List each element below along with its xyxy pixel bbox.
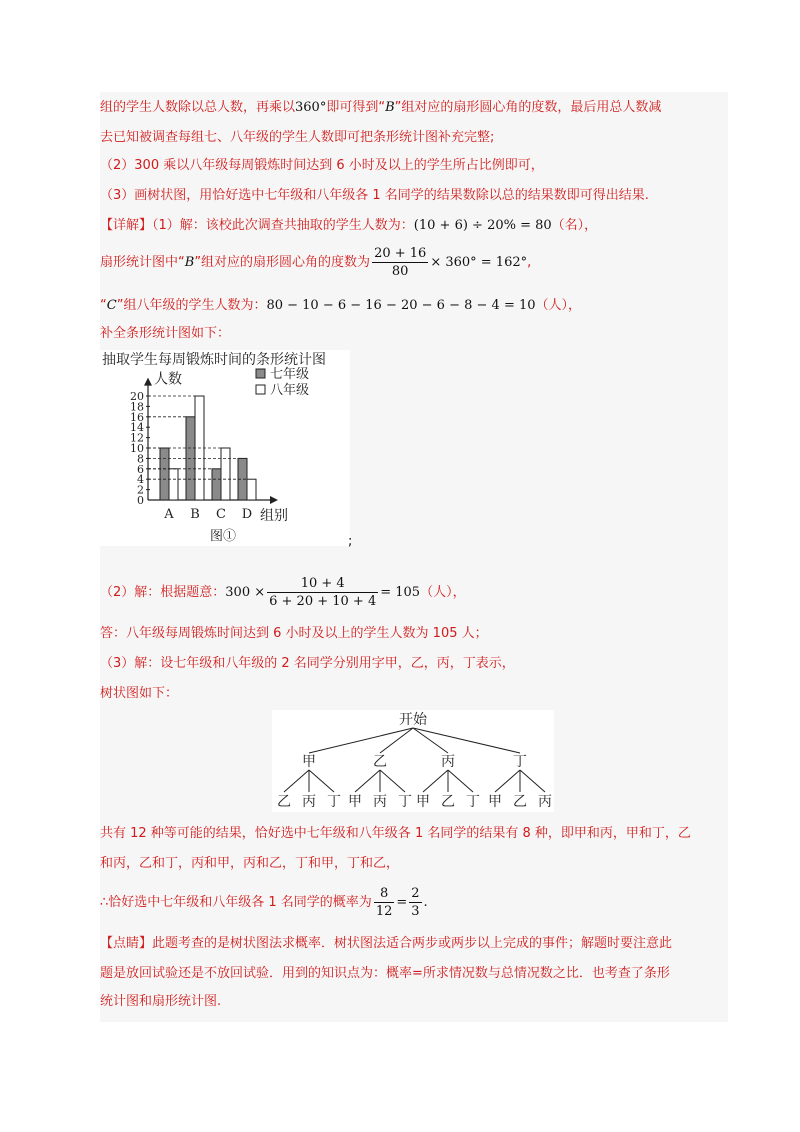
tree-branch — [355, 770, 380, 792]
tree-diagram — [272, 710, 554, 812]
tree-node-level2: 甲 — [348, 794, 362, 810]
numerator: 10 + 4 — [267, 575, 378, 593]
y-axis-label: 人数 — [154, 371, 182, 388]
line-12: 树状图如下： — [100, 686, 179, 701]
text: （人）， — [420, 585, 466, 600]
fraction — [267, 575, 378, 610]
line-9 — [100, 574, 728, 612]
figure-end-mark: ; — [348, 534, 353, 549]
tree-branch — [413, 728, 520, 753]
y-tick-label: 14 — [130, 421, 144, 435]
tree-node-level2: 丙 — [302, 794, 316, 810]
x-tick-label: A — [164, 507, 174, 522]
text: （名）， — [551, 218, 598, 233]
tree-node-level2: 乙 — [441, 794, 455, 810]
line-13: 共有 12 种等可能的结果，恰好选中七年级和八年级各 1 名同学的结果有 8 种，即甲和丙，甲和丁，乙 — [100, 826, 691, 841]
line-10: 答：八年级每周锻炼时间达到 6 小时及以上的学生人数为 105 人； — [100, 626, 488, 641]
line-11: （3）解：设七年级和八年级的 2 名同学分别用字甲，乙，丙，丁表示， — [100, 656, 515, 671]
tree-node-level2: 丙 — [373, 794, 387, 810]
chart-caption: 图① — [210, 529, 237, 544]
bar-A-八年级 — [169, 469, 178, 500]
tree-node-level2: 乙 — [513, 794, 527, 810]
line-8: 补全条形统计图如下： — [100, 326, 231, 341]
tree-branch — [495, 770, 520, 792]
y-tick-label: 2 — [137, 483, 144, 497]
tree-node-level2: 丁 — [398, 794, 412, 810]
numerator: 8 — [374, 885, 395, 903]
line-2: 去已知被调查每组七、八年级的学生人数即可把条形统计图补充完整; — [100, 130, 495, 145]
text: （人）， — [535, 298, 582, 313]
line-7 — [100, 296, 728, 316]
math: = 105 — [380, 585, 421, 600]
tree-branch — [309, 770, 334, 792]
bar-D-八年级 — [247, 479, 256, 500]
y-tick-label: 0 — [137, 494, 144, 507]
bar-chart — [100, 350, 350, 546]
denominator: 80 — [391, 264, 409, 279]
fraction — [374, 885, 395, 920]
legend-swatch — [256, 385, 265, 394]
tree-branch — [309, 728, 413, 753]
line-18: 统计图和扇形统计图. — [100, 994, 222, 1009]
tree-branch — [448, 770, 473, 792]
y-tick-label: 20 — [130, 390, 144, 403]
line-16 — [100, 934, 728, 954]
tree-branch — [423, 770, 448, 792]
line-15 — [100, 884, 728, 922]
bar-C-八年级 — [221, 448, 230, 500]
tree-node-level2: 丁 — [327, 794, 341, 810]
tree-node-level1: 丁 — [513, 754, 527, 770]
y-tick-label: 4 — [137, 473, 144, 487]
fraction — [372, 245, 428, 280]
math-total: (10 + 6) ÷ 20% = 80 — [413, 218, 552, 233]
math: 300 × — [225, 585, 266, 600]
y-tick-label: 10 — [130, 442, 144, 455]
x-tick-label: D — [241, 507, 253, 522]
tree-branch — [284, 770, 309, 792]
line-6 — [100, 244, 728, 282]
tree-node-level2: 甲 — [416, 794, 430, 810]
tree-node-level2: 乙 — [277, 794, 291, 810]
math-c: 80 − 10 − 6 − 16 − 20 − 6 − 8 − 4 = 10 — [266, 298, 536, 313]
comment-tag: 【点睛】 — [100, 936, 153, 951]
denominator: 12 — [375, 904, 393, 919]
y-tick-label: 6 — [137, 462, 144, 476]
line-3: （2）300 乘以八年级每周锻炼时间达到 6 小时及以上的学生所占比例即可， — [100, 158, 544, 173]
numerator: 2 — [411, 886, 420, 901]
tree-branch — [520, 770, 545, 792]
bar-A-七年级 — [160, 448, 169, 500]
tree-node-level2: 甲 — [488, 794, 502, 810]
detail-tag: 【详解】 — [100, 218, 153, 233]
text: 此题考查的是树状图法求概率．树状图法适合两步或两步以上完成的事件；解题时要注意此 — [152, 936, 673, 951]
text: , — [527, 255, 532, 270]
y-tick-label: 12 — [130, 431, 144, 445]
var-b: B — [184, 255, 195, 270]
solution-document — [100, 92, 728, 1022]
period: . — [423, 895, 428, 910]
line-1 — [100, 98, 728, 118]
text: 扇形统计图中“ — [100, 255, 185, 270]
line-17: 题是放回试验还是不放回试验．用到的知识点为：概率=所求情况数与总情况数之比．也考查了条形 — [100, 966, 670, 981]
x-axis-arrow — [270, 496, 278, 504]
tree-node-level2: 丙 — [538, 794, 552, 810]
legend-swatch — [256, 369, 265, 378]
text: （1）解：该校此次调查共抽取的学生人数为： — [152, 218, 414, 233]
equals: = — [396, 895, 408, 910]
text: （2）解：根据题意： — [100, 585, 226, 600]
text: ∴恰好选中七年级和八年级各 1 名同学的概率为 — [100, 895, 372, 910]
tree-branch — [380, 770, 405, 792]
y-tick-label: 8 — [137, 452, 144, 466]
math-angle: × 360° = 162° — [430, 255, 528, 270]
bar-C-七年级 — [212, 469, 221, 500]
text: ”组对应的扇形圆心角的度数为 — [194, 255, 371, 270]
denominator: 6 + 20 + 10 + 4 — [269, 594, 377, 609]
y-tick-label: 16 — [130, 410, 144, 424]
tree-diagram-figure — [272, 710, 554, 812]
line-4: （3）画树状图，用恰好选中七年级和八年级各 1 名同学的结果数除以总的结果数即可得出结果. — [100, 188, 649, 203]
text: 即可得到“ — [326, 100, 386, 115]
legend-label: 八年级 — [270, 383, 310, 398]
x-axis-label: 组别 — [260, 508, 288, 524]
line-5 — [100, 216, 728, 236]
tree-node-level1: 乙 — [373, 754, 387, 770]
tree-node-level1: 甲 — [302, 754, 316, 770]
y-tick-label: 18 — [130, 400, 144, 414]
text: 组的学生人数除以总人数，再乘以 — [100, 100, 296, 115]
tree-root: 开始 — [399, 712, 427, 728]
text: “ — [100, 298, 107, 313]
bar-chart-figure — [100, 350, 350, 546]
var-c: C — [106, 298, 117, 313]
y-axis-arrow — [144, 378, 152, 386]
var-b: B — [385, 100, 395, 115]
x-tick-label: C — [216, 507, 226, 522]
numerator: 20 + 16 — [374, 246, 427, 261]
tree-node-level2: 丁 — [466, 794, 480, 810]
tree-node-level1: 丙 — [441, 754, 455, 770]
chart-title: 抽取学生每周锻炼时间的条形统计图 — [102, 352, 326, 368]
math-360: 360° — [295, 100, 327, 115]
text: ”组八年级的学生人数为： — [116, 298, 267, 313]
text: ”组对应的扇形圆心角的度数，最后用总人数减 — [394, 100, 662, 115]
x-tick-label: B — [190, 507, 200, 522]
denominator: 3 — [411, 904, 420, 919]
fraction — [409, 885, 421, 920]
line-14: 和丙，乙和丁，丙和甲，丙和乙，丁和甲，丁和乙， — [100, 856, 400, 871]
legend-label: 七年级 — [270, 367, 310, 382]
